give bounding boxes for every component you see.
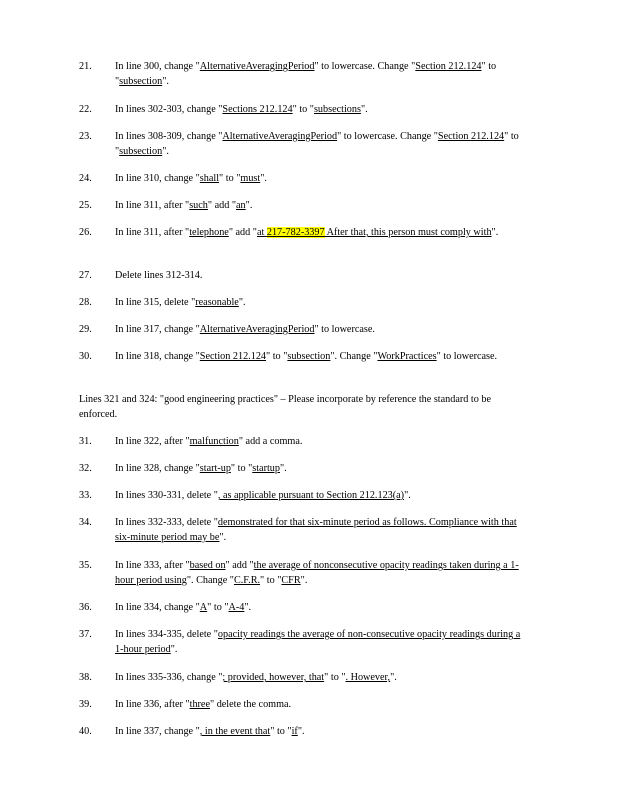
text-run: Delete lines 312-314. (115, 270, 203, 281)
underlined-text: three (189, 699, 210, 710)
text-run: " to " (270, 726, 292, 737)
underlined-text: subsections (313, 104, 361, 115)
text-run: ". (162, 146, 169, 157)
text-run: ". (244, 602, 252, 613)
text-run: " to lowercase. (436, 351, 498, 362)
text-run: " add " (228, 227, 257, 238)
text-run: In line 310, change " (115, 173, 200, 184)
item-text (115, 171, 530, 186)
text-run: In line 336, after " (115, 699, 190, 710)
underlined-text: must (240, 173, 261, 184)
item-number: 22. (79, 104, 92, 115)
text-run: " to " (324, 672, 346, 683)
underlined-text: Sections 212.124 (222, 104, 293, 115)
item-number: 27. (79, 270, 92, 281)
text-run: " to " (207, 602, 229, 613)
item-text (115, 515, 530, 545)
text-run: In lines 332-333, delete " (115, 517, 218, 528)
text-run: In line 333, after " (115, 560, 190, 571)
item-number: 23. (79, 131, 92, 142)
item-number: 40. (79, 726, 92, 737)
item-number: 35. (79, 560, 92, 571)
underlined-text: CFR (281, 575, 301, 586)
text-run: ". (300, 575, 308, 586)
item-text (115, 225, 530, 240)
text-run: In line 317, change " (115, 324, 200, 335)
item-text (115, 488, 530, 503)
underlined-text: telephone (189, 227, 229, 238)
item-number: 26. (79, 227, 92, 238)
item-text (115, 102, 530, 117)
text-run: " to " (292, 104, 314, 115)
item-number: 31. (79, 436, 92, 447)
item-number: 33. (79, 490, 92, 501)
text-run: In lines 302-303, change " (115, 104, 223, 115)
text-run: " delete the comma. (209, 699, 292, 710)
item-text (115, 198, 530, 213)
underlined-text: Section 212.124 (415, 61, 482, 72)
item-number: 36. (79, 602, 92, 613)
item-number: 32. (79, 463, 92, 474)
text-run: In lines 308-309, change " (115, 131, 223, 142)
underlined-text: reasonable (195, 297, 239, 308)
item-number: 28. (79, 297, 92, 308)
underlined-text: C.F.R. (233, 575, 261, 586)
underlined-text: such (189, 200, 208, 211)
item-text (115, 697, 530, 712)
text-run: ". (162, 76, 169, 87)
text-run: In line 328, change " (115, 463, 200, 474)
underlined-text: at (256, 227, 267, 238)
text-run: " to " (230, 463, 253, 474)
text-run: In lines 334-335, delete " (115, 629, 218, 640)
underlined-text: WorkPractices (377, 351, 437, 362)
underlined-text: . However, (345, 672, 391, 683)
item-number: 25. (79, 200, 92, 211)
underlined-text: , as applicable pursuant to Section 212.123(a) (217, 490, 405, 501)
text-run: ". (297, 726, 305, 737)
underlined-text: malfunction (189, 436, 239, 447)
text-run: In lines 330-331, delete " (115, 490, 218, 501)
text-run: " add " (225, 560, 254, 571)
underlined-text: demonstrated for that six-minute period as follows. Compliance with that six-minute period may be (115, 517, 517, 543)
item-text (115, 461, 530, 476)
item-number: 24. (79, 173, 92, 184)
text-run: ". (390, 672, 397, 683)
text-run: ". (260, 173, 267, 184)
text-run: ". (170, 644, 178, 655)
text-run: In line 311, after " (115, 227, 190, 238)
underlined-text: subsection (287, 351, 331, 362)
text-run: ". (219, 532, 227, 543)
underlined-text: startup (252, 463, 280, 474)
text-run: ". (280, 463, 287, 474)
text-run: " add " (207, 200, 237, 211)
text-run: ". Change " (330, 351, 378, 362)
underlined-text: an (236, 200, 246, 211)
underlined-text: subsection (119, 76, 163, 87)
text-run: " to " (260, 575, 282, 586)
item-text (115, 295, 530, 310)
text-run: In line 334, change " (115, 602, 200, 613)
item-number: 38. (79, 672, 92, 683)
text-run: ". (238, 297, 246, 308)
underlined-text: AlternativeAveragingPeriod (199, 324, 315, 335)
underlined-text: if (291, 726, 298, 737)
item-text (115, 434, 530, 449)
text-run: In line 300, change " (115, 61, 200, 72)
text-run: " to lowercase. Change " (337, 131, 438, 142)
highlighted-text: 217-782-3397 (266, 227, 325, 238)
text-run: " to " (115, 61, 497, 87)
underlined-text: After that, this person must comply with (324, 227, 492, 238)
text-run: " to " (219, 173, 241, 184)
underlined-text: AlternativeAveragingPeriod (222, 131, 338, 142)
item-text (115, 558, 530, 588)
item-number: 21. (79, 61, 92, 72)
underlined-text: A (199, 602, 208, 613)
text-run: In line 322, after " (115, 436, 190, 447)
text-run: " to lowercase. Change " (314, 61, 416, 72)
text-run: ". (491, 227, 499, 238)
underlined-text: A-4 (228, 602, 245, 613)
item-number: 39. (79, 699, 92, 710)
item-text (115, 600, 530, 615)
text-run: In line 337, change " (115, 726, 200, 737)
item-text (115, 627, 530, 657)
text-run: In lines 335-336, change " (115, 672, 223, 683)
item-text (115, 268, 530, 283)
text-run: " to " (115, 131, 519, 157)
item-text (115, 349, 530, 364)
item-number: 37. (79, 629, 92, 640)
underlined-text: subsection (119, 146, 163, 157)
text-run: " to " (266, 351, 288, 362)
underlined-text: start-up (199, 463, 231, 474)
text-run: ". (404, 490, 411, 501)
underlined-text: based on (189, 560, 226, 571)
item-number: 30. (79, 351, 92, 362)
underlined-text: the average of nonconsecutive opacity readings taken during a 1-hour period using (115, 560, 519, 586)
underlined-text: , in the event that (199, 726, 271, 737)
item-text (115, 129, 530, 159)
text-run: ". (245, 200, 253, 211)
note-paragraph: Lines 321 and 324: "good engineering practices" – Please incorporate by reference the standard to be enforced. (79, 394, 491, 420)
text-run: " add a comma. (238, 436, 303, 447)
text-run: In line 311, after " (115, 200, 190, 211)
underlined-text: ; provided, however, that (222, 672, 325, 683)
underlined-text: AlternativeAveragingPeriod (199, 61, 315, 72)
underlined-text: opacity readings the average of non-consecutive opacity readings during a 1-hour period (115, 629, 521, 655)
item-number: 29. (79, 324, 92, 335)
underlined-text: Section 212.124 (437, 131, 505, 142)
text-run: In line 318, change " (115, 351, 200, 362)
underlined-text: shall (199, 173, 220, 184)
item-text (115, 59, 530, 89)
item-text (115, 322, 530, 337)
item-text (115, 724, 530, 739)
item-text (115, 670, 530, 685)
item-number: 34. (79, 517, 92, 528)
text-run: ". Change " (186, 575, 234, 586)
text-run: ". (360, 104, 368, 115)
text-run: " to lowercase. (314, 324, 375, 335)
underlined-text: Section 212.124 (199, 351, 267, 362)
text-run: In line 315, delete " (115, 297, 196, 308)
